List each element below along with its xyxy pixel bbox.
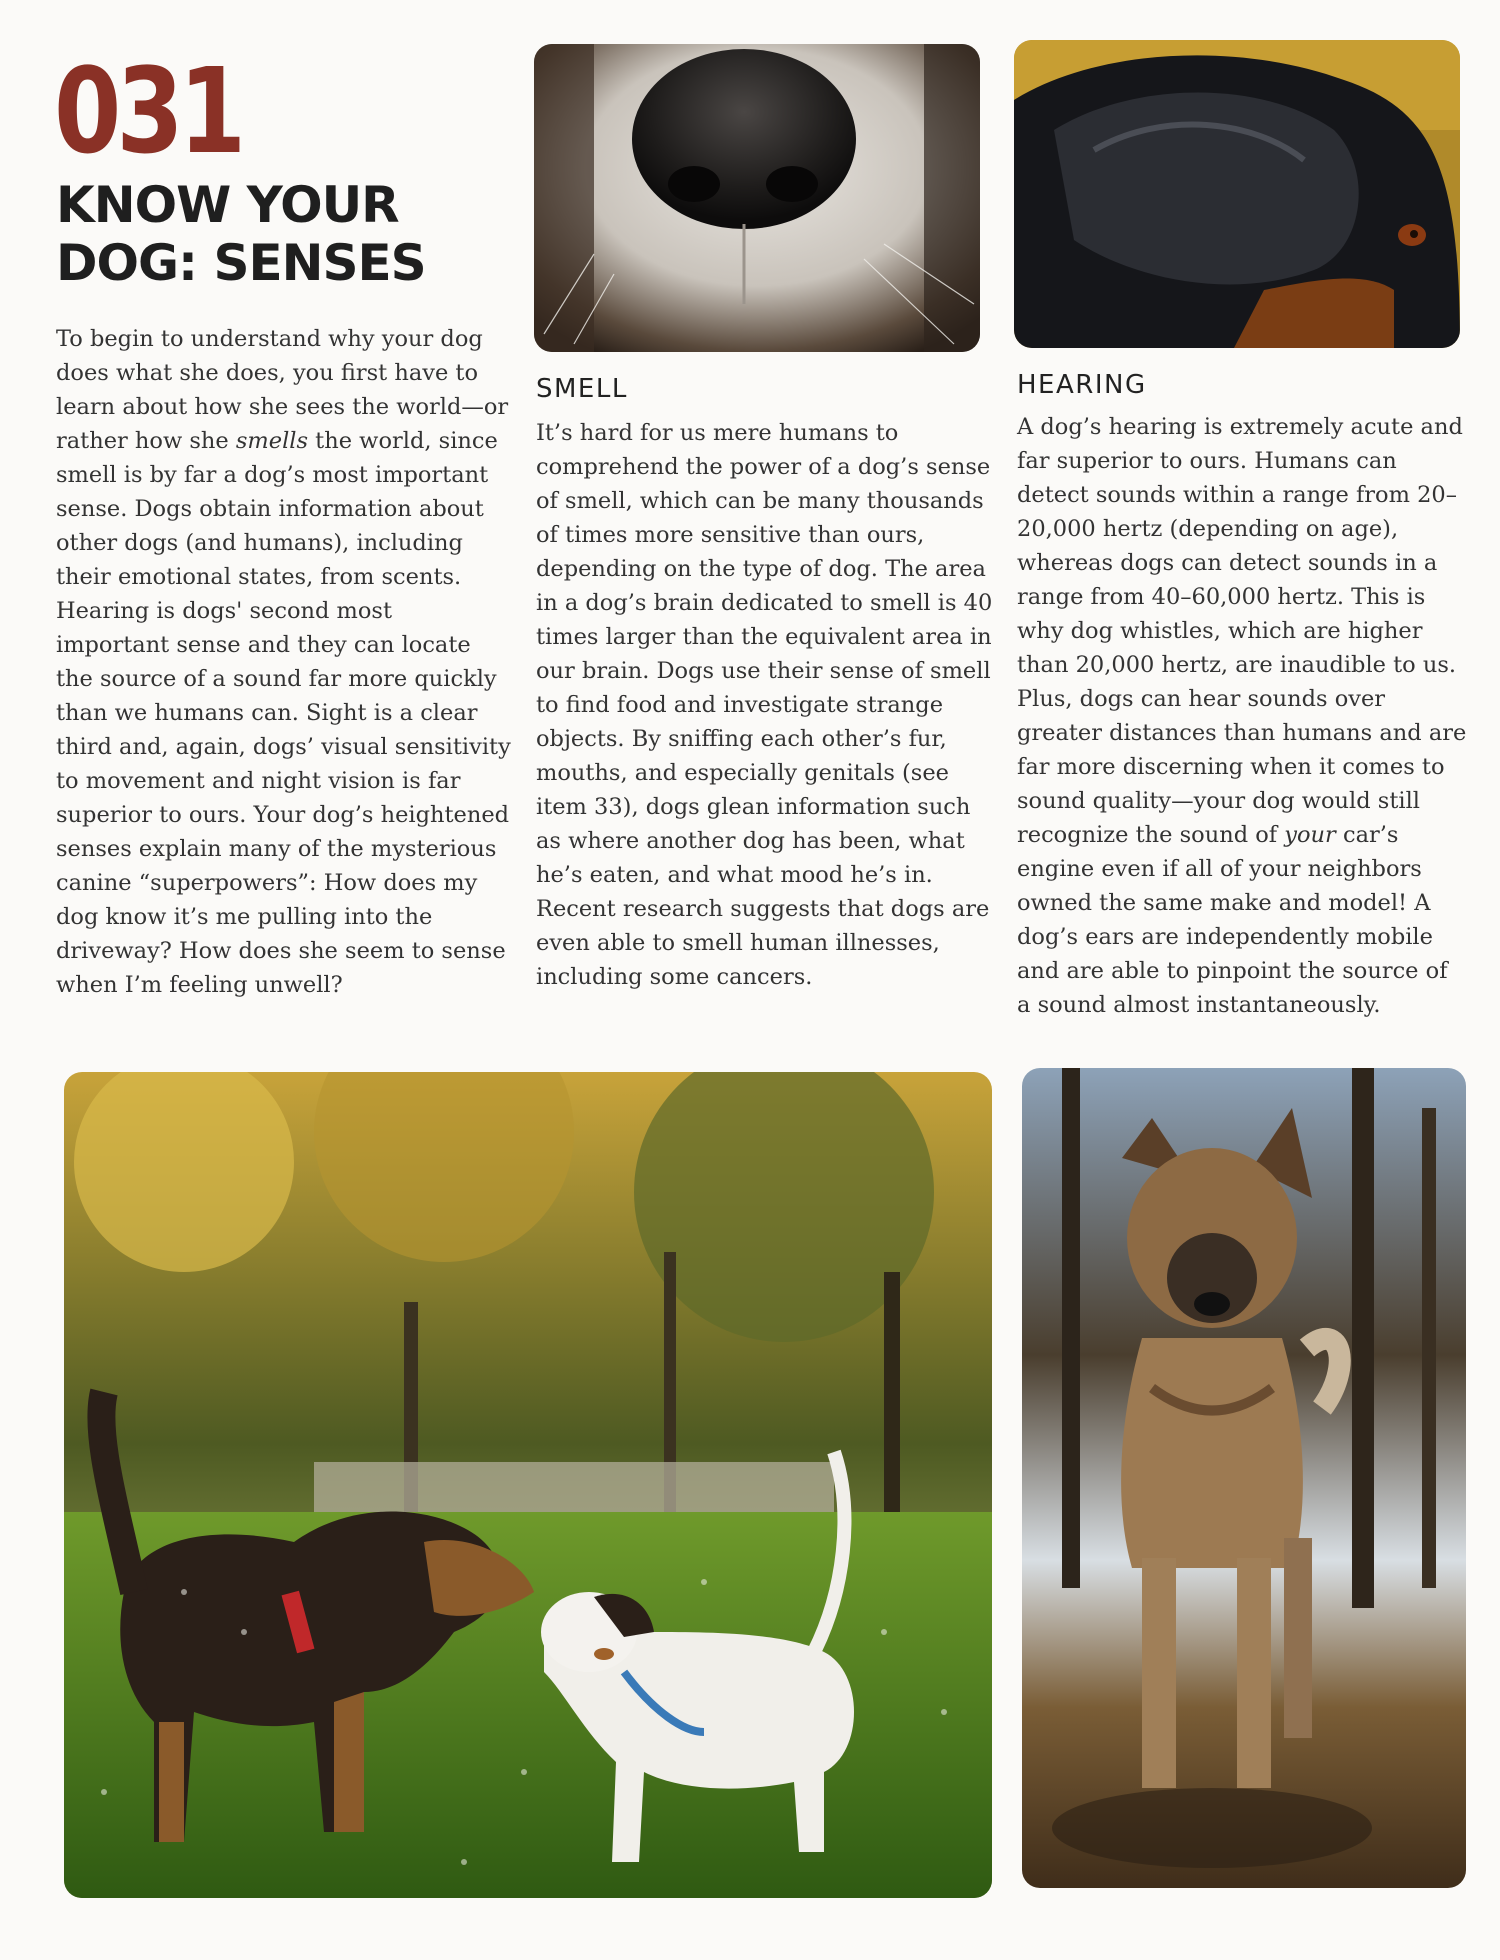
intro-text-part-2: the world, since smell is by far a dog’s most important sense. Dogs obtain information about other dogs (and humans), including their emotional states, from scents. Hearing is dogs' second most important sense and they can locate the source of a sound far more quickly than we humans can. Sight is a clear third and, again, dogs’ visual sensitivity to movement and night vision is far superior to ours. Your dog’s heightened senses explain many of the mysterious canine “superpowers”: How does my dog know it’s me pulling into the driveway? How does she seem to sense when I’m feeling unwell?: [56, 428, 511, 998]
smell-heading: SMELL: [536, 374, 628, 404]
dog-ear-photo: [1014, 40, 1460, 348]
smell-body: It’s hard for us mere humans to comprehend the power of a dog’s sense of smell, which can be many thousands of times more sensitive than ours, depending on the type of dog. The area in a dog’s brain dedicated to smell is 40 times larger than the equivalent area in our brain. Dogs use their sense of smell to find food and investigate strange objects. By sniffing each other’s fur, mouths, and especially genitals (see item 33), dogs glean information such as where another dog has been, what he’s eaten, and what mood he’s in. Recent research suggests that dogs are even able to smell human illnesses, including some cancers.: [536, 420, 993, 990]
hearing-text-part-1: A dog’s hearing is extremely acute and far superior to ours. Humans can detect sounds within a range from 20–20,000 hertz (depending on age), whereas dogs can detect sounds in a range from 40–60,000 hertz. This is why dog whistles, which are higher than 20,000 hertz, are inaudible to us. Plus, dogs can hear sounds over greater distances than humans and are far more discerning when it comes to sound quality—your dog would still recognize the sound of: [1017, 414, 1467, 848]
intro-paragraph: [56, 322, 511, 1002]
page-title: [56, 176, 456, 292]
item-number: 031: [54, 42, 242, 180]
smell-paragraph: [536, 416, 996, 994]
hearing-heading: HEARING: [1017, 370, 1147, 400]
puppy-photo: [1022, 1068, 1466, 1888]
hearing-paragraph: [1017, 410, 1467, 1022]
dogs-in-park-photo: [64, 1072, 992, 1898]
hearing-text-part-2: car’s engine even if all of your neighbors owned the same make and model! A dog’s ears are independently mobile and are able to pinpoint the source of a sound almost instantaneously.: [1017, 822, 1448, 1018]
page-title-line-2: DOG: SENSES: [56, 234, 426, 292]
page-title-line-1: KNOW YOUR: [56, 176, 399, 234]
intro-text-part-1: To begin to understand why your dog does what she does, you first have to learn about how she sees the world—or rather how she: [56, 326, 509, 454]
intro-emphasis: smells: [235, 428, 309, 454]
dog-nose-photo: [534, 44, 980, 352]
hearing-emphasis: your: [1284, 822, 1336, 848]
